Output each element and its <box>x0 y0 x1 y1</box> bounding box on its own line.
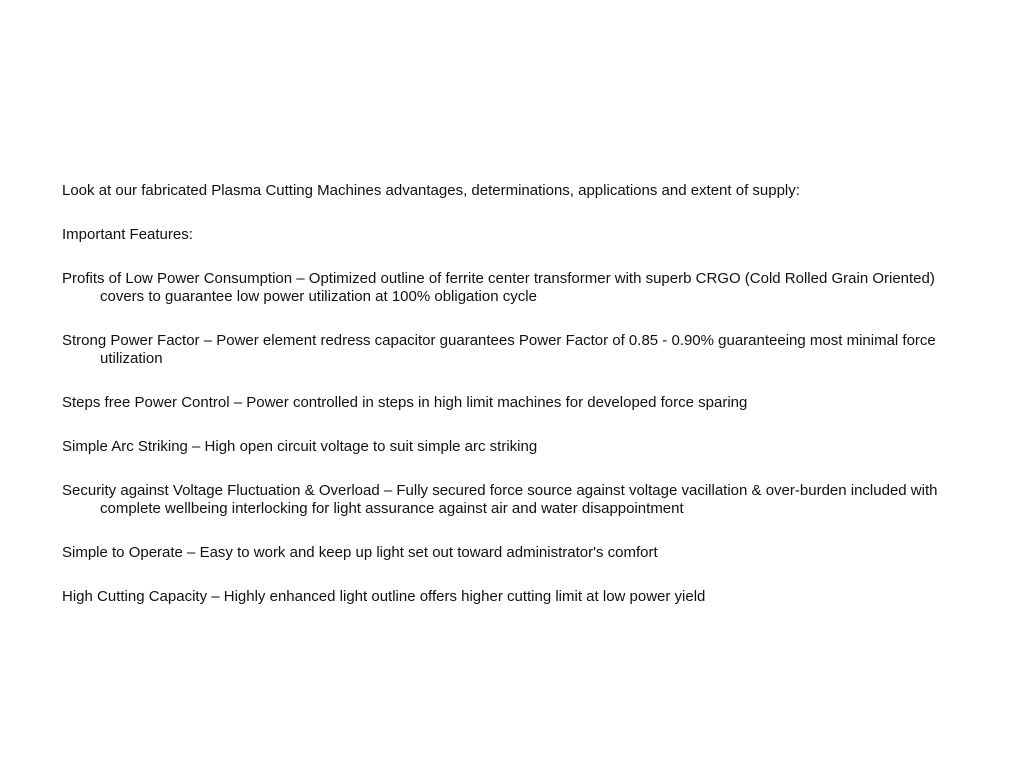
feature-steps-free-power-control: Steps free Power Control – Power controlled in steps in high limit machines for developed force sparing <box>62 394 748 411</box>
feature-simple-arc-striking: Simple Arc Striking – High open circuit voltage to suit simple arc striking <box>62 438 538 455</box>
feature-strong-power-factor: Strong Power Factor – Power element redress capacitor guarantees Power Factor of 0.85 - 0.90% guaranteeing most minimal force utilization <box>62 332 936 367</box>
intro-paragraph: Look at our fabricated Plasma Cutting Machines advantages, determinations, applications and extent of supply: <box>62 182 800 199</box>
feature-low-power-consumption: Profits of Low Power Consumption – Optimized outline of ferrite center transformer with superb CRGO (Cold Rolled Grain Oriented) covers to guarantee low power utilization at 100% obligation cycle <box>62 270 935 305</box>
slide-body <box>62 182 962 632</box>
feature-voltage-security: Security against Voltage Fluctuation & Overload – Fully secured force source against voltage vacillation & over-burden included with complete wellbeing interlocking for light assurance against air and water disappointment <box>62 482 938 517</box>
feature-high-cutting-capacity: High Cutting Capacity – Highly enhanced light outline offers higher cutting limit at low power yield <box>62 588 706 605</box>
features-heading: Important Features: <box>62 226 193 243</box>
feature-simple-to-operate: Simple to Operate – Easy to work and keep up light set out toward administrator's comfort <box>62 544 658 561</box>
